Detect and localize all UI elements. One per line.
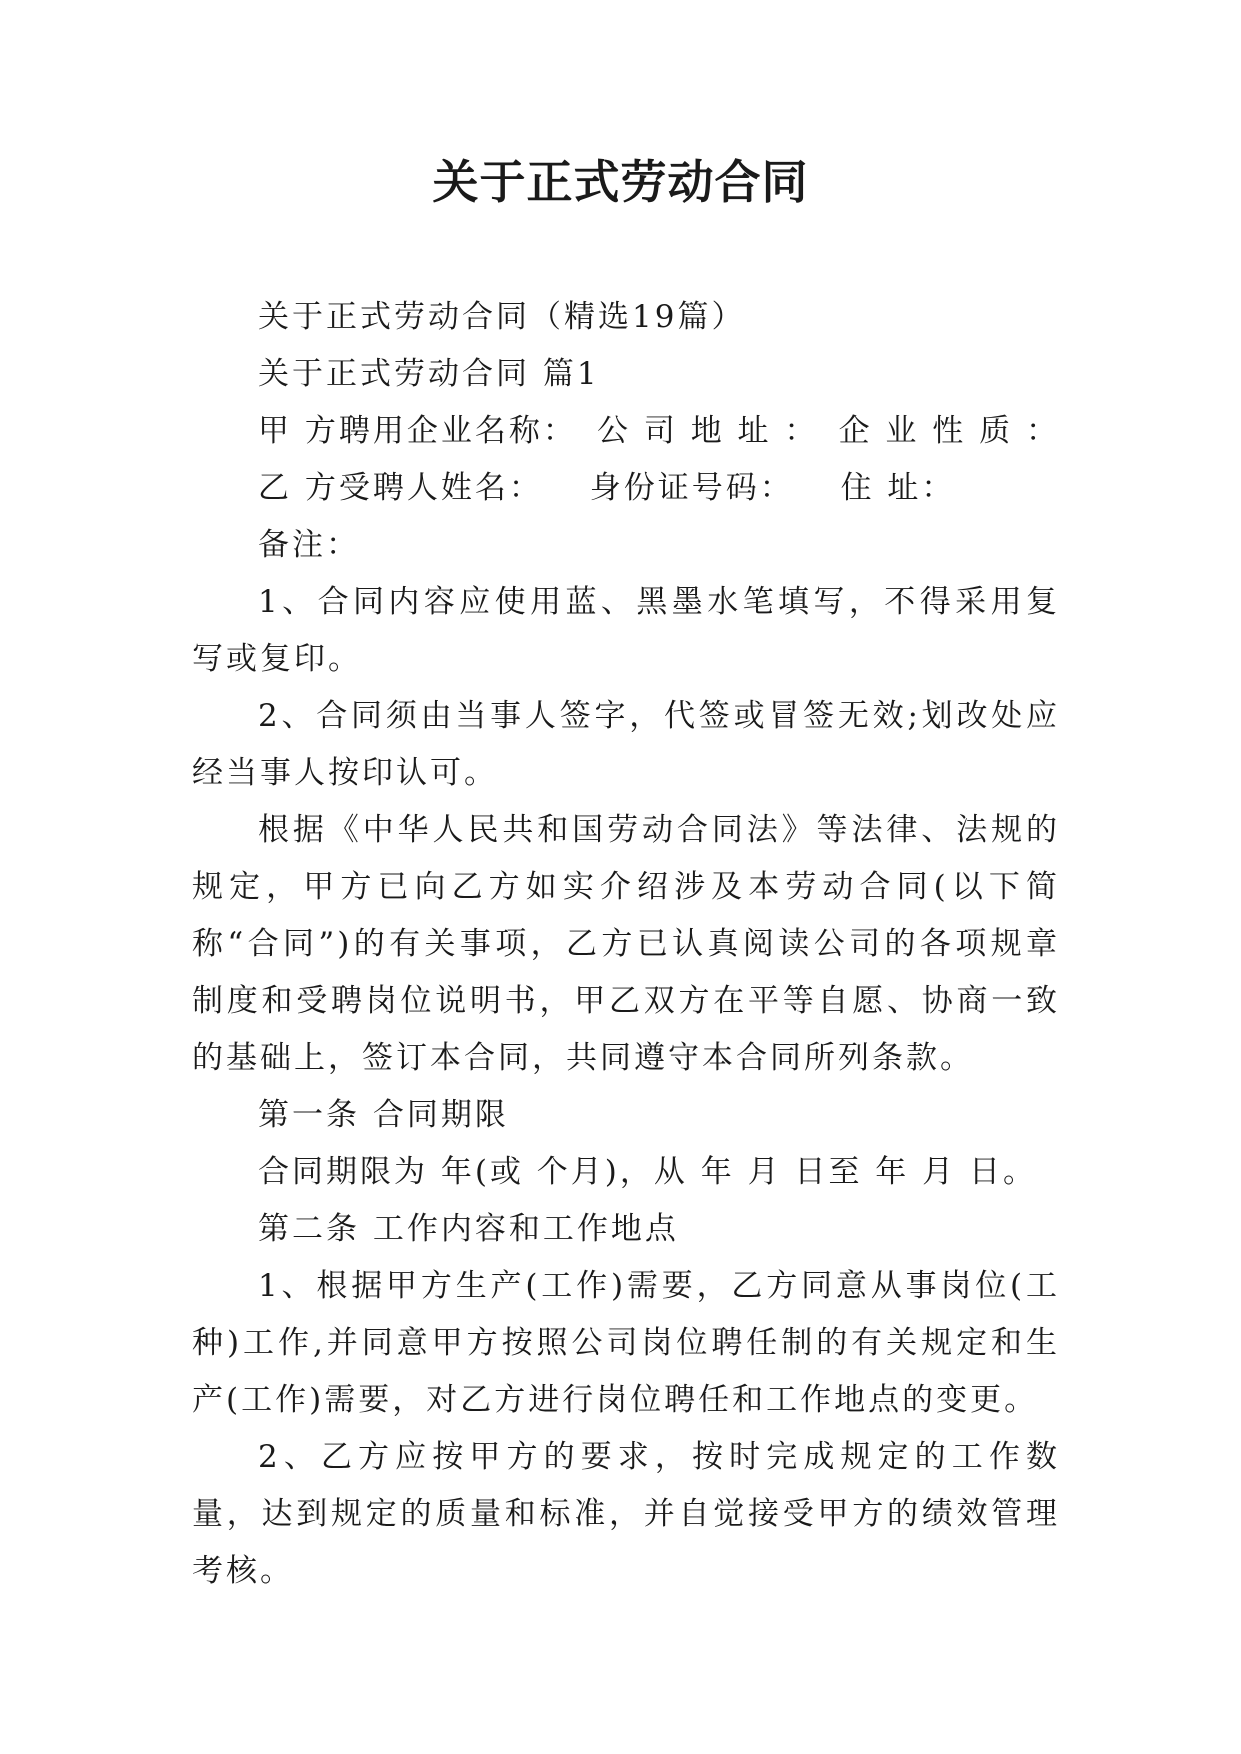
party-a-address-label: 公 司 地 址 ： xyxy=(597,413,819,449)
party-a-line xyxy=(192,403,1060,460)
article-1-term: 合同期限为 年(或 个月)，从 年 月 日至 年 月 日。 xyxy=(258,1154,1038,1190)
article-1-heading: 第一条 合同期限 xyxy=(258,1097,509,1133)
note-2: 2、合同须由当事人签字，代签或冒签无效;划改处应经当事人按印认可。 xyxy=(192,698,1060,791)
note-1: 1、合同内容应使用蓝、黑墨水笔填写，不得采用复写或复印。 xyxy=(192,584,1060,677)
article-2-heading: 第二条 工作内容和工作地点 xyxy=(258,1211,679,1247)
party-b-label: 乙 方受聘人姓名： xyxy=(258,470,543,506)
document-title: 关于正式劳动合同 xyxy=(432,155,809,209)
preamble-paragraph: 根据《中华人民共和国劳动合同法》等法律、法规的规定，甲方已向乙方如实介绍涉及本劳动合同(以下简称“合同”)的有关事项，乙方已认真阅读公司的各项规章制度和受聘岗位说明书，甲乙双方在平等自愿、协商一致的基础上，签订本合同，共同遵守本合同所列条款。 xyxy=(192,812,1060,1076)
party-b-residence-label: 住 址： xyxy=(840,470,956,506)
party-a-label: 甲 方聘用企业名称： xyxy=(258,413,577,449)
section-heading: 关于正式劳动合同 篇1 xyxy=(258,356,600,392)
document-body xyxy=(192,289,1060,1600)
notes-heading: 备注： xyxy=(258,527,360,563)
party-a-nature-label: 企 业 性 质 ： xyxy=(838,413,1060,449)
article-2-clause-1: 1、根据甲方生产(工作)需要，乙方同意从事岗位(工种)工作,并同意甲方按照公司岗位聘任制的有关规定和生产(工作)需要，对乙方进行岗位聘任和工作地点的变更。 xyxy=(192,1268,1060,1418)
party-b-line xyxy=(192,460,1060,517)
article-2-clause-2: 2、乙方应按甲方的要求，按时完成规定的工作数量，达到规定的质量和标准，并自觉接受甲方的绩效管理考核。 xyxy=(192,1439,1060,1589)
document-subtitle: 关于正式劳动合同（精选19篇） xyxy=(258,299,746,335)
party-b-id-label: 身份证号码： xyxy=(589,470,794,506)
